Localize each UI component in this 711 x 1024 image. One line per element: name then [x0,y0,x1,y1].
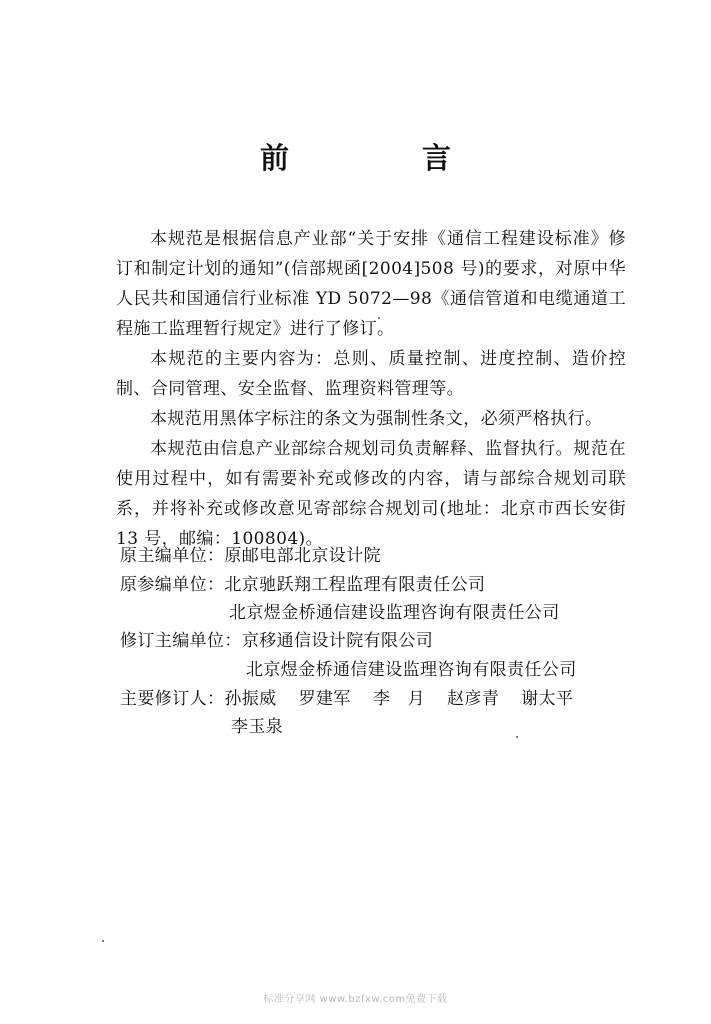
paragraph-mandatory-clauses: 本规范用黑体字标注的条文为强制性条文，必须严格执行。 [150,409,603,429]
paragraph-revision-basis: 本规范是根据信息产业部“关于安排《通信工程建设标准》修订和制定计划的通知”(信部规函[2004]508 号)的要求，对原中华人民共和国通信行业标准 YD 5072—98《通信管道和电缆通道工程施工监理暂行规定》进行了修订。 [116,229,626,339]
reviser-name: 罗建军 [298,689,351,709]
revisers-label: 主要修订人： [120,689,225,709]
revision-editor-row [120,626,433,651]
reviser-name: 李玉泉 [231,717,284,737]
scan-speck [102,940,104,942]
original-co-editor-1: 北京驰跃翔工程监理有限责任公司 [224,575,486,595]
revision-editor-row-2 [246,655,577,680]
original-editor-label: 原主编单位： [120,546,225,566]
page-title: 前 言 [259,141,503,175]
reviser-name: 孙振威 [224,689,277,709]
scan-speck [378,317,380,319]
reviser-name: 李 月 [372,689,426,709]
revisers-row-2 [231,712,283,737]
footer-watermark: 标准分享网 www.bzfxw.com免费下载 [263,994,448,1005]
original-co-editor-2: 北京煜金桥通信建设监理咨询有限责任公司 [229,603,560,623]
revisers-row [120,684,595,709]
revision-editor-1: 京移通信设计院有限公司 [241,631,434,651]
original-editor-row [120,541,381,566]
scan-speck [516,736,518,738]
original-editor-value: 原邮电部北京设计院 [224,546,382,566]
revision-editor-2: 北京煜金桥通信建设监理咨询有限责任公司 [246,660,577,680]
reviser-name: 谢太平 [521,689,574,709]
original-co-editor-row-2 [229,598,560,623]
reviser-name: 赵彦青 [447,689,500,709]
original-co-editors-row [120,570,485,595]
original-co-editors-label: 原参编单位： [120,575,225,595]
paragraph-interpretation-contact: 本规范由信息产业部综合规划司负责解释、监督执行。规范在使用过程中，如有需要补充或修改的内容，请与部综合规划司联系，并将补充或修改意见寄部综合规划司(地址：北京市西长安街13 号，邮编：100804)。 [116,439,626,549]
revision-editor-label: 修订主编单位： [120,631,242,651]
paragraph-main-content: 本规范的主要内容为：总则、质量控制、进度控制、造价控制、合同管理、安全监督、监理资料管理等。 [116,349,626,399]
preface-body [116,224,626,554]
